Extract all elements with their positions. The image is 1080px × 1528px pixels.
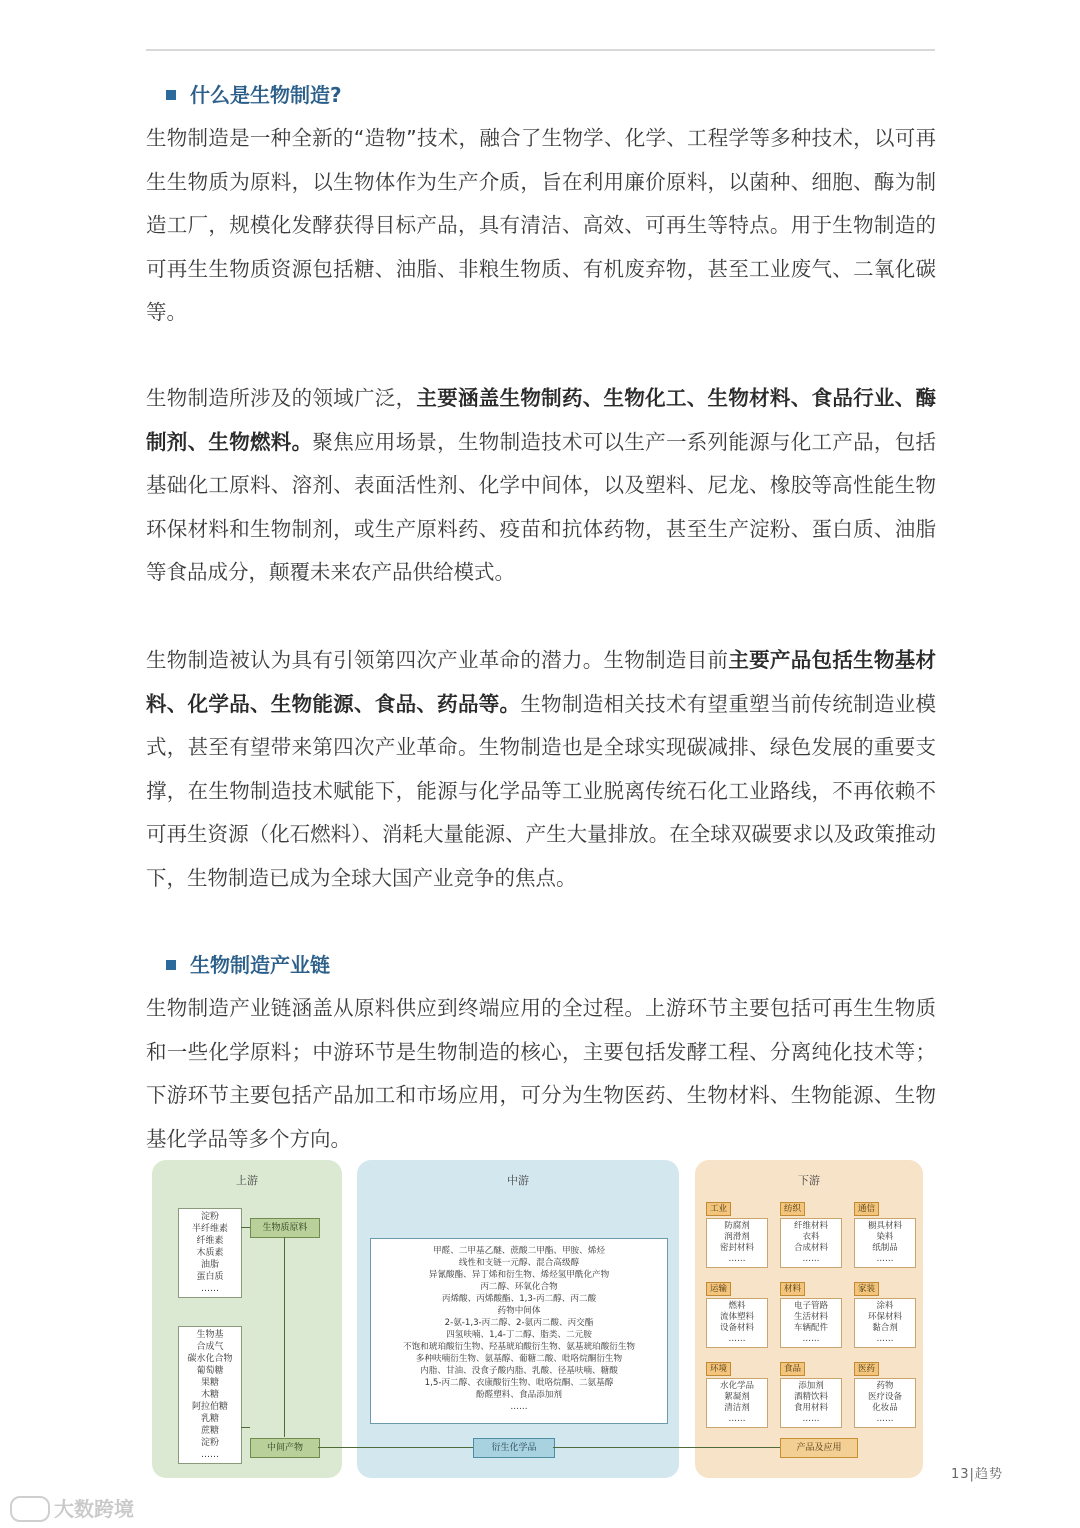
downstream-cell-industry <box>706 1202 770 1268</box>
cell-item: …… <box>728 1254 746 1264</box>
mid-line: 不饱和琥珀酸衍生物、羟基琥珀酸衍生物、氨基琥珀酸衍生物 <box>402 1342 636 1352</box>
cell-tag: 通信 <box>854 1202 879 1216</box>
raw-item: 蛋白质 <box>196 1272 224 1282</box>
cell-item: 涂料 <box>876 1301 894 1311</box>
sugar-item: 淀粉 <box>200 1438 219 1448</box>
midstream-products-box <box>370 1238 668 1424</box>
mid-line: 丙烯酸、丙烯酸酯、1,3-丙二醇、丙二酸 <box>441 1294 597 1304</box>
downstream-cell-home <box>854 1282 918 1348</box>
cell-item: 车辆配件 <box>793 1323 828 1333</box>
section-title-text: 什么是生物制造? <box>190 83 342 107</box>
sugar-item: 蔗糖 <box>200 1426 219 1436</box>
raw-item: 半纤维素 <box>191 1224 228 1234</box>
section-title-text: 生物制造产业链 <box>190 953 330 977</box>
cell-item: 衣料 <box>802 1232 820 1242</box>
cell-item: 合成材料 <box>793 1243 828 1253</box>
cell-list <box>854 1218 916 1268</box>
cell-item: 水化学品 <box>719 1381 754 1391</box>
cell-item: …… <box>728 1334 746 1344</box>
raw-item: 油脂 <box>200 1260 219 1270</box>
mid-line: 线性和支链一元醇、混合高级醇 <box>458 1258 580 1268</box>
cell-item: …… <box>802 1254 820 1264</box>
watermark <box>10 1493 134 1524</box>
square-bullet-icon <box>166 90 176 100</box>
mid-line: 内脂、甘油、没食子酸内脂、乳酸、径基呋喃、糖酸 <box>420 1366 618 1376</box>
paragraph-chain: 生物制造产业链涵盖从原料供应到终端应用的全过程。上游环节主要包括可再生生物质和一些化学原料；中游环节是生物制造的核心，主要包括发酵工程、分离纯化技术等；下游环节主要包括产品加工和市场应用，可分为生物医药、生物材料、生物能源、生物基化学品等多个方向。 <box>146 996 936 1151</box>
sugar-item: 合成气 <box>196 1342 224 1352</box>
cell-item: 酒精饮料 <box>793 1392 828 1402</box>
downstream-label: 下游 <box>798 1174 820 1187</box>
connector-line <box>318 1447 473 1448</box>
cell-item: …… <box>876 1254 894 1264</box>
mid-line: …… <box>510 1402 528 1412</box>
sugar-item: 阿拉伯糖 <box>191 1402 228 1412</box>
cell-list <box>706 1218 768 1268</box>
sugar-item: 生物基 <box>196 1330 224 1340</box>
sugar-item: 木糖 <box>200 1390 219 1400</box>
cell-item: 添加剂 <box>798 1381 824 1391</box>
mid-line: 酚醛塑料、食品添加剂 <box>476 1390 562 1400</box>
page-section-label: 趋势 <box>974 1467 1003 1482</box>
mid-line: 多种呋喃衍生物、氨基醇、葡糖二酸、吡咯烷酮衍生物 <box>415 1354 623 1364</box>
cell-tag: 医药 <box>854 1362 879 1376</box>
para3-bold: 主要产品包括生物基材料、化学品、生物能源、食品、药品等。 <box>146 648 937 716</box>
mid-line: 2-氨-1,3-丙二醇、2-氨丙二酸、丙交酯 <box>444 1318 594 1328</box>
downstream-cell-communication <box>854 1202 918 1268</box>
cell-item: 环保材料 <box>867 1312 902 1322</box>
para2-bold: 主要涵盖生物制药、生物化工、生物材料、食品行业、酶制剂、生物燃料。 <box>146 386 937 454</box>
cell-list <box>780 1298 842 1348</box>
mid-line: 丙二醇、环氧化合物 <box>480 1282 558 1292</box>
downstream-cell-food <box>780 1362 844 1428</box>
cell-item: 橱具材料 <box>867 1221 902 1231</box>
downstream-cell-medicine <box>854 1362 918 1428</box>
derived-chemicals-pill: 衍生化学品 <box>473 1438 555 1458</box>
raw-item: 淀粉 <box>200 1212 219 1222</box>
cell-item: 生活材料 <box>793 1312 828 1322</box>
cell-item: 清洁剂 <box>724 1403 750 1413</box>
cell-tag: 家装 <box>854 1282 879 1296</box>
cell-tag: 食品 <box>780 1362 805 1376</box>
cell-tag: 材料 <box>780 1282 805 1296</box>
cell-item: 化妆品 <box>872 1403 898 1413</box>
cell-item: 燃料 <box>728 1301 746 1311</box>
downstream-cell-textile <box>780 1202 844 1268</box>
paragraph-domains <box>146 377 936 595</box>
mid-line: 四氢呋喃、1,4-丁二醇、脂类、二元胺 <box>446 1330 592 1340</box>
cell-item: 黏合剂 <box>872 1323 898 1333</box>
cell-item: 防腐剂 <box>724 1221 750 1231</box>
cell-item: 密封材料 <box>719 1243 754 1253</box>
cell-list <box>854 1378 916 1428</box>
page-number-value: 13 <box>951 1467 970 1482</box>
para3-text-c: 生物制造相关技术有望重塑当前传统制造业模式，甚至有望带来第四次产业革命。生物制造也是全球实现碳减排、绿色发展的重要支撑，在生物制造技术赋能下，能源与化学品等工业脱离传统石化工业路线，不再依赖不可再生资源（化石燃料）、消耗大量能源、产生大量排放。在全球双碳要求以及政策推动下，生物制造已成为全球大国产业竞争的焦点。 <box>146 691 937 890</box>
industry-chain-diagram <box>148 1156 928 1481</box>
downstream-cell-transport <box>706 1282 770 1348</box>
section-title-chain <box>166 950 330 980</box>
midstream-label: 中游 <box>507 1174 529 1187</box>
sugar-item: 果糖 <box>200 1378 219 1388</box>
sugar-item: …… <box>201 1450 219 1460</box>
mid-line: 甲醛、二甲基乙醚、蔗酸二甲酯、甲胺、烯烃 <box>433 1246 605 1256</box>
cell-tag: 工业 <box>706 1202 731 1216</box>
upstream-label: 上游 <box>236 1174 258 1187</box>
cell-item: 流体塑料 <box>719 1312 754 1322</box>
cell-list <box>780 1378 842 1428</box>
cell-item: 纸制品 <box>872 1243 898 1253</box>
downstream-cell-materials <box>780 1282 844 1348</box>
section-title-what-is <box>166 80 342 110</box>
product-application-pill: 产品及应用 <box>780 1438 858 1458</box>
cell-list <box>706 1298 768 1348</box>
connector-line <box>241 1427 250 1428</box>
downstream-cell-environment <box>706 1362 770 1428</box>
biomass-pill: 生物质原料 <box>250 1218 320 1238</box>
cell-list <box>854 1298 916 1348</box>
cell-item: 电子管路 <box>793 1301 828 1311</box>
sugar-item: 乳糖 <box>200 1414 219 1424</box>
top-divider <box>146 49 935 51</box>
paragraph-revolution <box>146 639 936 900</box>
sugar-item: 碳水化合物 <box>187 1354 233 1364</box>
mid-line: 药物中间体 <box>497 1306 541 1316</box>
square-bullet-icon <box>166 960 176 970</box>
cell-item: 纤维材料 <box>793 1221 828 1231</box>
raw-material-box <box>178 1208 242 1298</box>
cell-item: 设备材料 <box>719 1323 754 1333</box>
raw-item: …… <box>201 1284 219 1294</box>
raw-item: 木质素 <box>196 1248 224 1258</box>
para3-text-a: 生物制造被认为具有引领第四次产业革命的潜力。生物制造目前 <box>146 648 729 672</box>
intermediate-pill: 中间产物 <box>250 1438 320 1458</box>
page-number: 13|趋势 <box>951 1467 1003 1482</box>
cell-tag: 运输 <box>706 1282 731 1296</box>
cell-tag: 环境 <box>706 1362 731 1376</box>
cell-item: …… <box>802 1334 820 1344</box>
connector-line <box>241 1227 250 1228</box>
connector-line <box>284 1237 285 1437</box>
paragraph-definition: 生物制造是一种全新的“造物”技术，融合了生物学、化学、工程学等多种技术，以可再生生物质为原料，以生物体作为生产介质，旨在利用廉价原料，以菌种、细胞、酶为制造工厂，规模化发酵获得目标产品，具有清洁、高效、可再生等特点。用于生物制造的可再生生物质资源包括糖、油脂、非粮生物质、有机废弃物，甚至工业废气、二氧化碳等。 <box>146 126 936 324</box>
cell-list <box>706 1378 768 1428</box>
cell-list <box>780 1218 842 1268</box>
mid-line: 1,5-丙二醇、衣康酸衍生物、吡咯烷酮、二氨基醇 <box>424 1378 614 1388</box>
cell-item: 食用材料 <box>793 1403 828 1413</box>
cell-item: …… <box>876 1414 894 1424</box>
watermark-text: 大数跨境 <box>54 1497 134 1521</box>
cell-tag: 纺织 <box>780 1202 805 1216</box>
cell-item: …… <box>876 1334 894 1344</box>
cell-item: 医疗设备 <box>867 1392 902 1402</box>
sugar-item: 葡萄糖 <box>196 1366 224 1376</box>
cell-item: …… <box>802 1414 820 1424</box>
mid-line: 异氰酸酯、异丁烯和衍生物、烯烃氢甲酰化产物 <box>428 1270 610 1280</box>
cell-item: 絮凝剂 <box>724 1392 750 1402</box>
cell-item: 润滑剂 <box>724 1232 750 1242</box>
cell-item: …… <box>728 1414 746 1424</box>
watermark-logo-icon <box>10 1496 50 1522</box>
cell-item: 染料 <box>876 1232 894 1242</box>
para2-text-c: 聚焦应用场景，生物制造技术可以生产一系列能源与化工产品，包括基础化工原料、溶剂、表面活性剂、化学中间体，以及塑料、尼龙、橡胶等高性能生物环保材料和生物制剂，或生产原料药、疫苗和抗体药物，甚至生产淀粉、蛋白质、油脂等食品成分，颠覆未来农产品供给模式。 <box>146 429 937 584</box>
para2-text-a: 生物制造所涉及的领域广泛， <box>146 386 417 410</box>
cell-item: 药物 <box>876 1381 894 1391</box>
sugar-material-box <box>178 1326 242 1464</box>
connector-line <box>553 1447 780 1448</box>
raw-item: 纤维素 <box>196 1236 224 1246</box>
